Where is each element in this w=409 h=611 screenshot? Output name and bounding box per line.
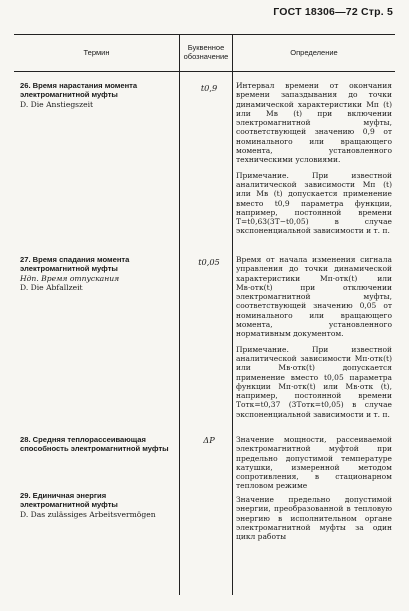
term-27: [20, 255, 170, 293]
definition-29: Значение предельно допустимой энергии, преобразованной в тепловую энергию в исполнительном органе электромагнитной муфты за один цикл работы: [236, 495, 392, 542]
column-divider: [232, 35, 233, 595]
term-28: [20, 435, 170, 454]
terms-table: [14, 34, 395, 595]
term-german: D. Die Abfallzeit: [20, 283, 83, 293]
term-german: D. Das zulässiges Arbeitsvermögen: [20, 509, 156, 519]
header-separator: [14, 71, 395, 72]
symbol-27: t0,05: [198, 257, 220, 267]
term-26: [20, 81, 170, 109]
definition-text: Интервал времени от окончания времени запаздывания до точки динамической характеристики Mп (t) или Mв (t) при включении электромагнитной муфты, соответствующей значению 0,9 от номинального или вращающего момента, установленного техническими условиями.: [236, 81, 392, 165]
term-alt-label: Ндп. Время отпускания: [20, 273, 120, 283]
column-header-symbol: Буквенное обозначение: [183, 43, 229, 61]
definition-27: [236, 255, 392, 419]
term-title: 27. Время спадания момента электромагнитной муфты: [20, 255, 130, 274]
definition-note: Примечание. При известной аналитической зависимости Mп·отк(t) или Mв·отк(t) допускается применение вместо t0,05 параметра функции Mп·отк(t) или Mв·отк (t), например, постоянной времени Tотк=t0,37 (3Tотк=t0,05) в случае экспоненциальной зависимости и т. п.: [236, 344, 392, 419]
term-title: 26. Время нарастания момента электромагнитной муфты: [20, 81, 138, 100]
column-divider: [179, 35, 180, 595]
term-title: 29. Единичная энергия электромагнитной муфты: [20, 491, 118, 510]
symbol-28: ΔP: [203, 435, 215, 445]
term-29: [20, 491, 170, 519]
term-german: D. Die Anstiegszeit: [20, 99, 94, 109]
column-header-term: Термин: [83, 47, 110, 57]
term-title: 28. Средняя теплорассеивающая способность электромагнитной муфты: [20, 435, 169, 454]
definition-note: Примечание. При известной аналитической зависимости Mп (t) или Mв (t) допускается применение вместо t0,9 параметра функции, например, постоянной времени T=t0,63(3T−t0,05) в случае экспоненциальной зависимости и т. п.: [236, 170, 392, 236]
column-header-definition: Определение: [290, 47, 338, 57]
symbol-26: t0,9: [200, 83, 218, 93]
definition-28: Значение мощности, рассеиваемой электромагнитной муфтой при предельно допустимой температуре катушки, измеренной методом сопротивления, в стационарном тепловом режиме: [236, 435, 392, 491]
definition-text: Время от начала изменения сигнала управления до точки динамической характеристики Mп·отк(t) или Mв·отк(t) при отключении электромагнитной муфты, соответствующей значению 0,05 от номинального или вращающего момента, установленного нормативным документом.: [236, 255, 392, 339]
page-header: ГОСТ 18306—72 Стр. 5: [273, 6, 393, 18]
definition-26: [236, 81, 392, 236]
